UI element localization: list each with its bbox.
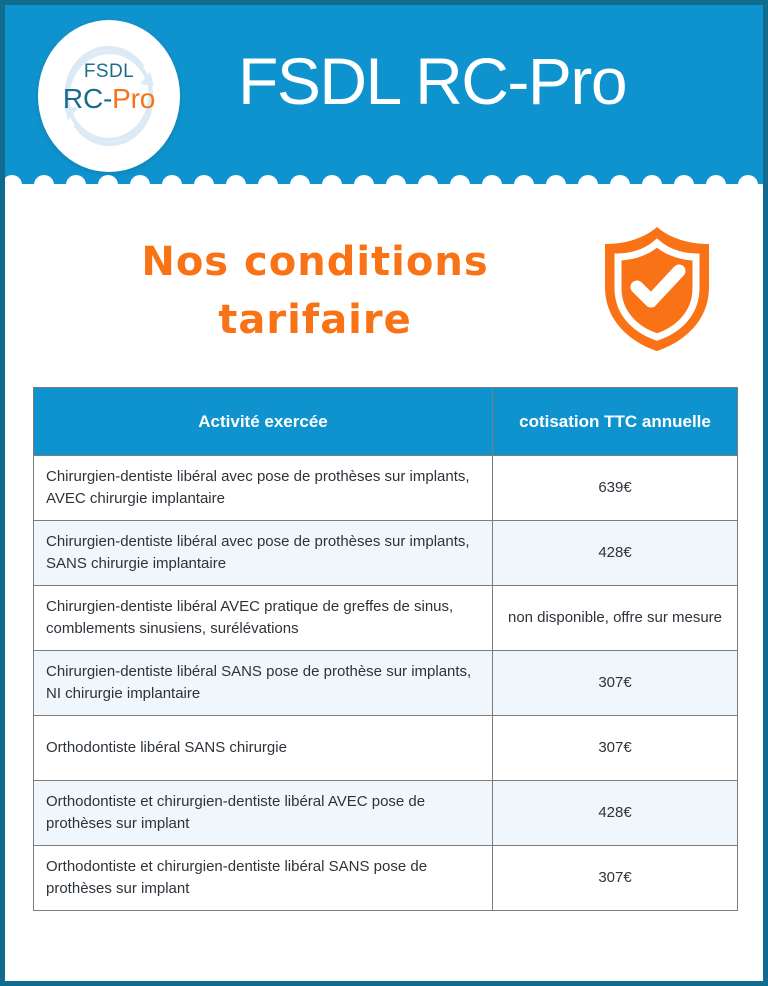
cell-activity: Orthodontiste et chirurgien-dentiste libéral SANS pose de prothèses sur implant	[34, 846, 493, 911]
page-title: FSDL RC-Pro	[238, 44, 627, 118]
cell-price: 307€	[493, 716, 738, 781]
cell-activity: Chirurgien-dentiste libéral avec pose de prothèses sur implants, SANS chirurgie implantaire	[34, 521, 493, 586]
cell-price: 639€	[493, 456, 738, 521]
cell-activity: Chirurgien-dentiste libéral AVEC pratique de greffes de sinus, comblements sinusiens, surélévations	[34, 586, 493, 651]
logo-pro-text: Pro	[112, 83, 156, 114]
header-banner	[0, 0, 768, 196]
cell-activity: Orthodontiste et chirurgien-dentiste libéral AVEC pose de prothèses sur implant	[34, 781, 493, 846]
cell-price: 428€	[493, 781, 738, 846]
cell-price: 428€	[493, 521, 738, 586]
table-row	[34, 586, 738, 651]
scalloped-divider	[0, 170, 768, 196]
logo-rc-text: RC-	[62, 83, 113, 114]
shield-check-icon	[593, 223, 721, 355]
column-header-price: cotisation TTC annuelle	[493, 388, 738, 456]
cell-price: 307€	[493, 651, 738, 716]
logo-line-rcpro	[38, 85, 180, 113]
cell-activity: Chirurgien-dentiste libéral SANS pose de prothèse sur implants, NI chirurgie implantaire	[34, 651, 493, 716]
table-row	[34, 716, 738, 781]
brand-logo	[38, 20, 180, 172]
table-row	[34, 846, 738, 911]
headline-line-1: Nos conditions	[141, 239, 489, 285]
cell-price: non disponible, offre sur mesure	[493, 586, 738, 651]
table-row	[34, 781, 738, 846]
column-header-activity: Activité exercée	[34, 388, 493, 456]
table-row	[34, 521, 738, 586]
table-row	[34, 651, 738, 716]
logo-line-fsdl: FSDL	[83, 61, 135, 82]
cell-activity: Chirurgien-dentiste libéral avec pose de prothèses sur implants, AVEC chirurgie implantaire	[34, 456, 493, 521]
logo-text	[38, 62, 180, 113]
pricing-table	[33, 387, 738, 911]
table-header-row	[34, 388, 738, 456]
cell-price: 307€	[493, 846, 738, 911]
headline-line-2: tarifaire	[218, 297, 412, 343]
table-row	[34, 456, 738, 521]
cell-activity: Orthodontiste libéral SANS chirurgie	[34, 716, 493, 781]
section-headline	[65, 233, 565, 349]
